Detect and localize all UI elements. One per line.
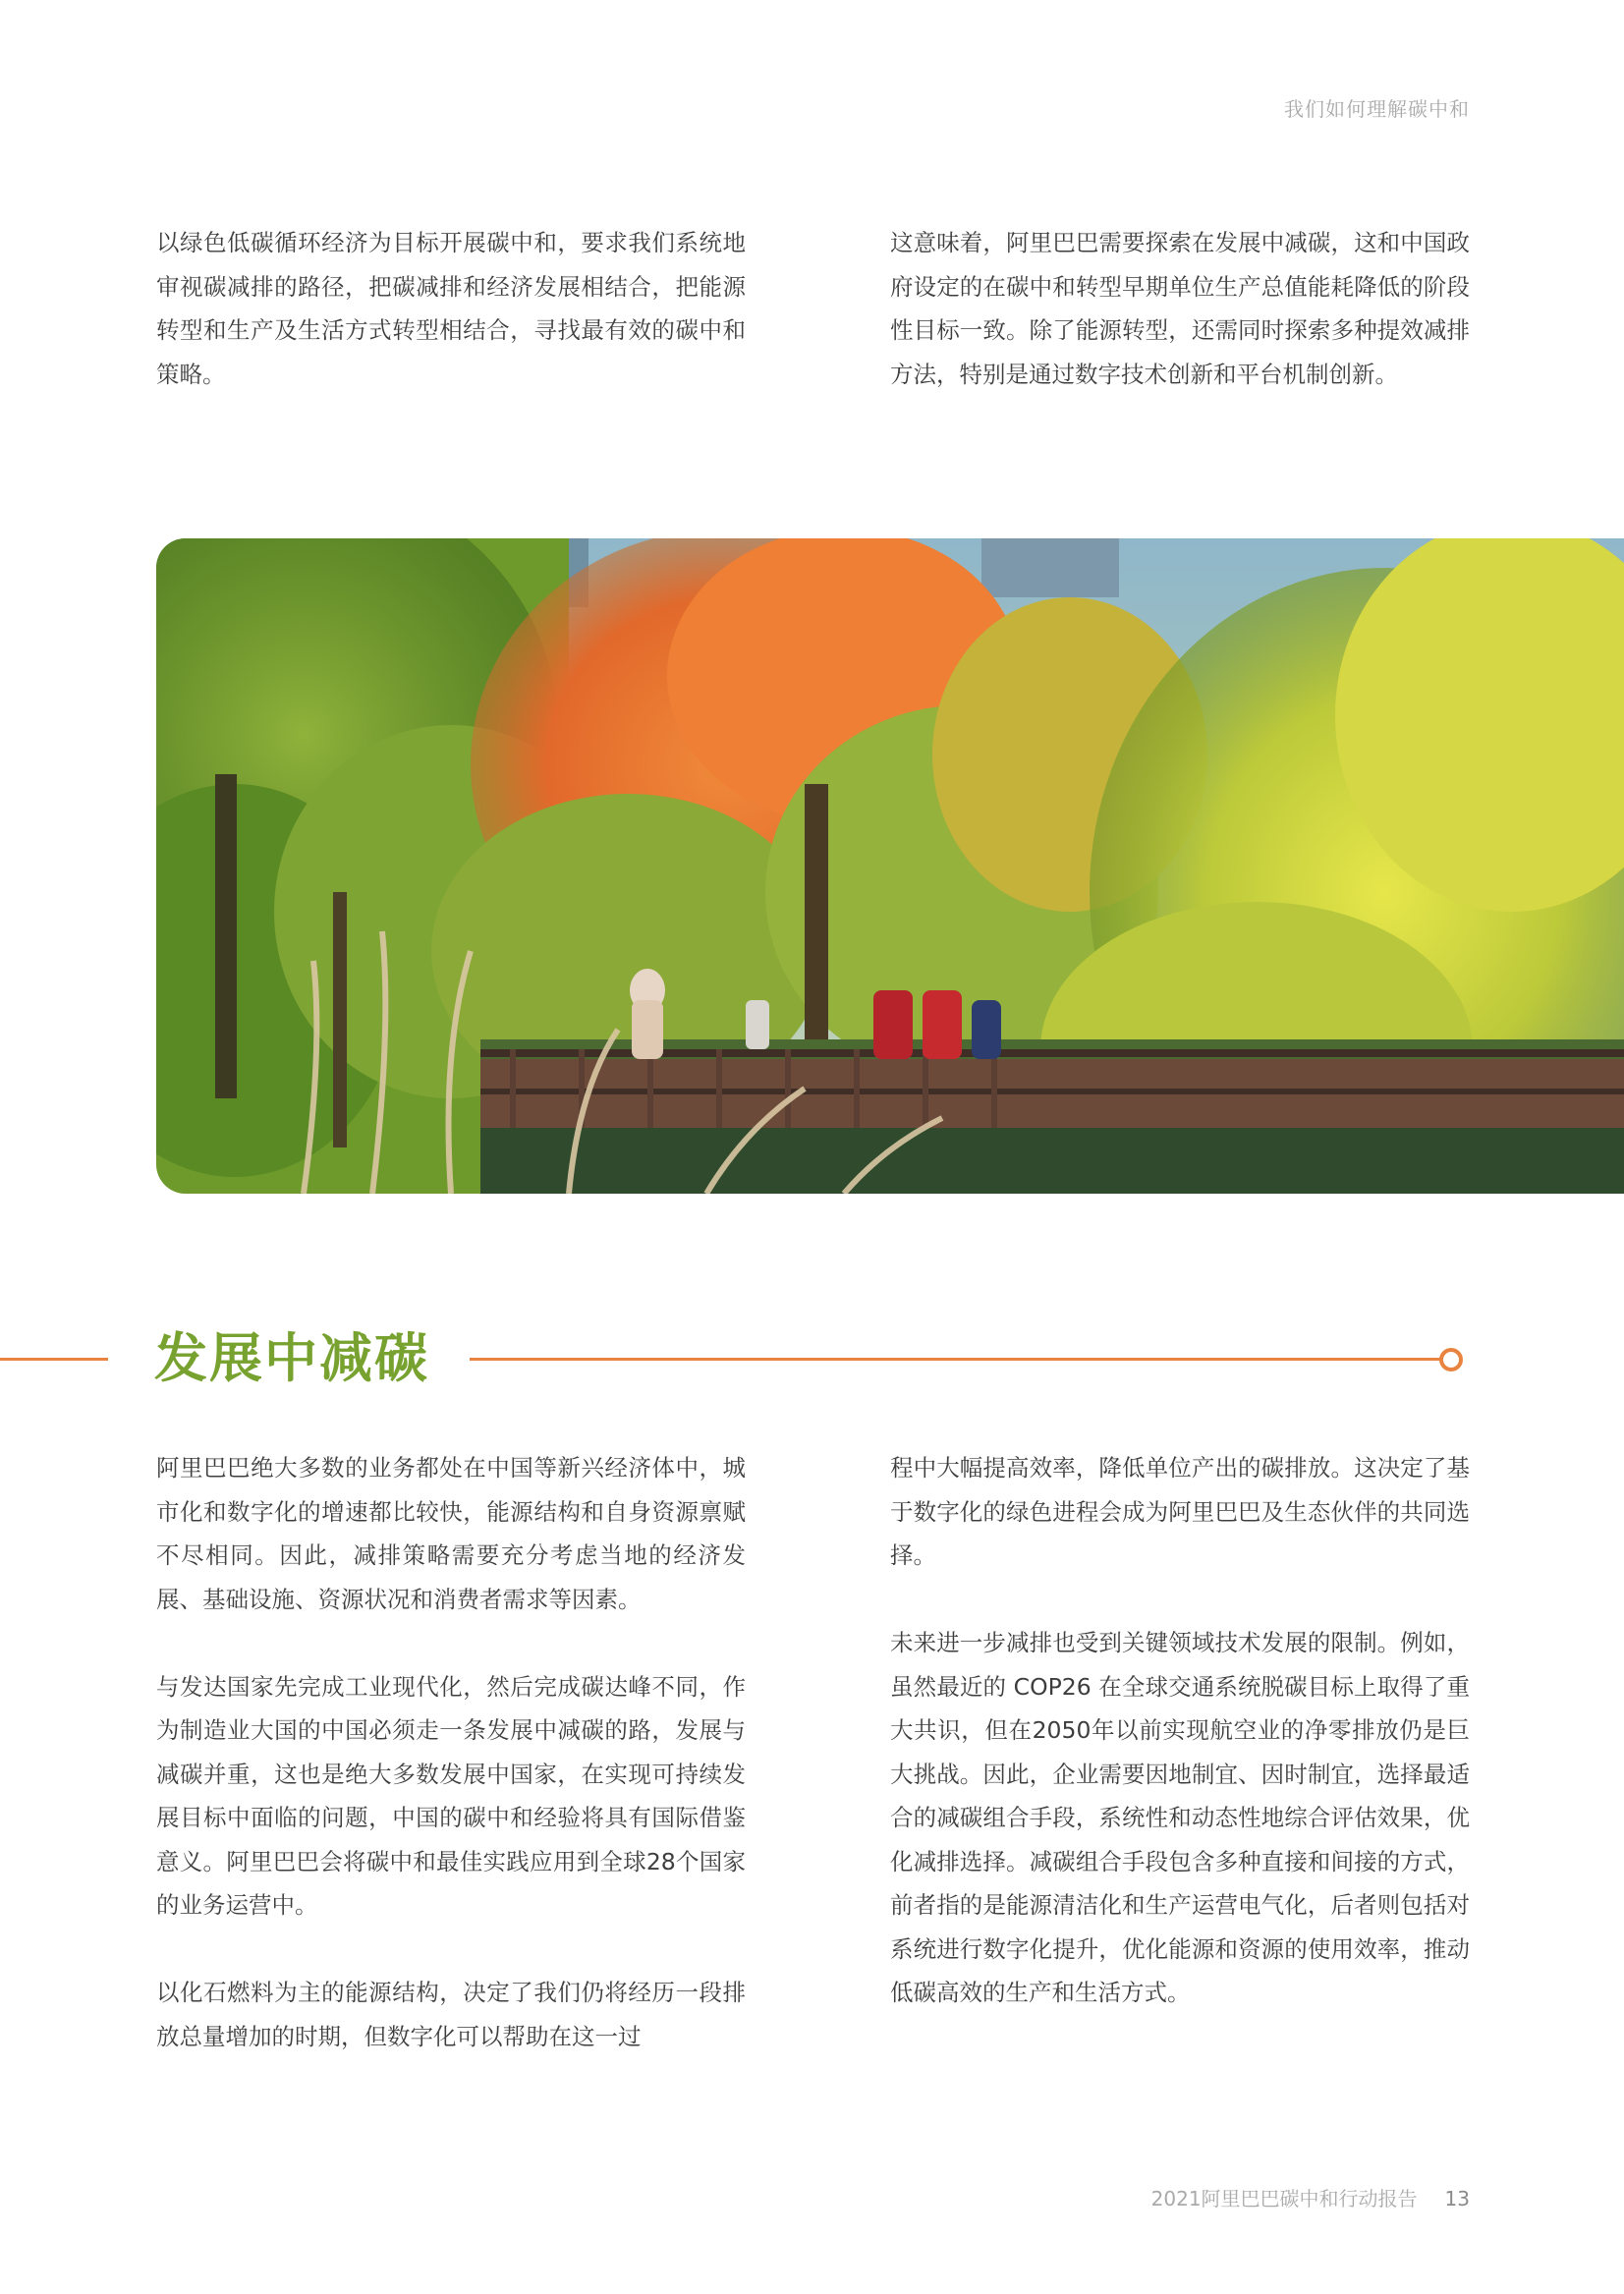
header-rule-right (470, 1358, 1442, 1361)
page-number: 13 (1444, 2187, 1470, 2210)
intro-right-paragraph: 这意味着，阿里巴巴需要探索在发展中减碳，这和中国政府设定的在碳中和转型早期单位生产总值能耗降低的阶段性目标一致。除了能源转型，还需同时探索多种提效减排方法，特别是通过数字技术创新和平台机制创新。 (890, 229, 1470, 388)
page-footer (1151, 2183, 1470, 2211)
circle-marker-icon (1439, 1348, 1463, 1371)
section-header (0, 1324, 1624, 1393)
header-rule-left (0, 1358, 108, 1361)
body-paragraph: 与发达国家先完成工业现代化，然后完成碳达峰不同，作为制造业大国的中国必须走一条发展中减碳的路，发展与减碳并重，这也是绝大多数发展中国家，在实现可持续发展目标中面临的问题，中国的碳中和经验将具有国际借鉴意义。阿里巴巴会将碳中和最佳实践应用到全球28个国家的业务运营中。 (156, 1672, 746, 1919)
body-right-column (890, 1446, 1470, 2015)
intro-left-column (156, 221, 746, 396)
intro-left-paragraph: 以绿色低碳循环经济为目标开展碳中和，要求我们系统地审视碳减排的路径，把碳减排和经济发展相结合，把能源转型和生产及生活方式转型相结合，寻找最有效的碳中和策略。 (156, 229, 746, 388)
running-head: 我们如何理解碳中和 (1284, 97, 1470, 121)
body-paragraph: 程中大幅提高效率，降低单位产出的碳排放。这决定了基于数字化的绿色进程会成为阿里巴巴及生态伙伴的共同选择。 (890, 1454, 1470, 1569)
section-title: 发展中减碳 (154, 1327, 429, 1389)
body-paragraph: 阿里巴巴绝大多数的业务都处在中国等新兴经济体中，城市化和数字化的增速都比较快，能源结构和自身资源禀赋不尽相同。因此，减排策略需要充分考虑当地的经济发展、基础设施、资源状况和消费者需求等因素。 (156, 1454, 746, 1613)
body-paragraph: 以化石燃料为主的能源结构，决定了我们仍将经历一段排放总量增加的时期，但数字化可以帮助在这一过 (156, 1979, 746, 2050)
body-paragraph: 未来进一步减排也受到关键领域技术发展的限制。例如，虽然最近的 COP26 在全球交通系统脱碳目标上取得了重大共识，但在2050年以前实现航空业的净零排放仍是巨大挑战。因此，企业需要因地制宜、因时制宜，选择最适合的减碳组合手段，系统性和动态性地综合评估效果，优化减排选择。减碳组合手段包含多种直接和间接的方式，前者指的是能源清洁化和生产运营电气化，后者则包括对系统进行数字化提升，优化能源和资源的使用效率，推动低碳高效的生产和生活方式。 (890, 1629, 1470, 2006)
body-left-column (156, 1446, 746, 2058)
park-photo (156, 538, 1624, 1194)
report-title: 2021阿里巴巴碳中和行动报告 (1150, 2187, 1418, 2210)
intro-right-column (890, 221, 1470, 396)
